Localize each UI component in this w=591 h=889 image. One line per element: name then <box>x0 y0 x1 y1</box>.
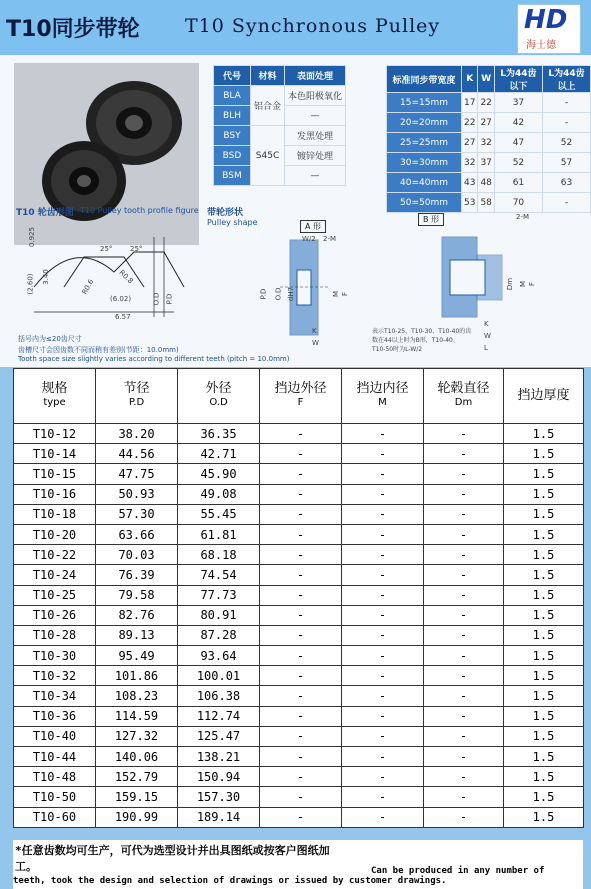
table-cell: 79.58 <box>96 585 178 605</box>
width-cell: 52 <box>494 153 542 173</box>
spec-material: S45C <box>251 126 285 186</box>
header-sub: M <box>378 397 387 408</box>
shape-dim-w: W <box>312 339 319 347</box>
table-cell: 1.5 <box>504 444 584 464</box>
table-cell: 49.08 <box>178 484 260 504</box>
table-cell: - <box>424 807 504 827</box>
table-cell: - <box>260 524 342 544</box>
footer-note <box>13 840 583 889</box>
table-cell: 44.56 <box>96 444 178 464</box>
table-cell: T10-22 <box>14 545 96 565</box>
header-main: 挡边外径 <box>274 381 327 396</box>
shape-b-dim-w: W <box>484 332 491 340</box>
table-cell: T10-40 <box>14 726 96 746</box>
table-cell: 1.5 <box>504 767 584 787</box>
width-cell: 22 <box>478 93 494 113</box>
shape-b-dim-k: K <box>484 320 489 328</box>
table-cell: - <box>342 625 424 645</box>
table-cell: - <box>424 565 504 585</box>
table-cell: T10-25 <box>14 585 96 605</box>
width-cell: 61 <box>494 173 542 193</box>
page-header <box>0 0 591 55</box>
table-cell: 1.5 <box>504 747 584 767</box>
table-cell: - <box>260 706 342 726</box>
table-cell: 1.5 <box>504 605 584 625</box>
table-cell: 1.5 <box>504 686 584 706</box>
width-header: 标准同步带宽度 <box>387 66 462 93</box>
table-cell: 127.32 <box>96 726 178 746</box>
table-cell: 112.74 <box>178 706 260 726</box>
table-cell: 100.01 <box>178 666 260 686</box>
header-sub: P.D <box>128 397 145 408</box>
dim-angle-right: 25° <box>130 245 143 253</box>
table-cell: - <box>260 686 342 706</box>
table-cell: - <box>342 666 424 686</box>
table-cell: - <box>424 504 504 524</box>
table-row <box>14 726 584 746</box>
title-en: T10 Synchronous Pulley <box>185 15 441 37</box>
table-cell: 95.49 <box>96 646 178 666</box>
product-info-panel <box>0 55 591 367</box>
table-row <box>14 747 584 767</box>
width-cell: 58 <box>478 193 494 213</box>
table-cell: - <box>342 605 424 625</box>
shape-b-label: B 形 <box>418 213 444 226</box>
table-row <box>14 545 584 565</box>
table-cell: 55.45 <box>178 504 260 524</box>
table-cell: - <box>424 787 504 807</box>
width-cell: - <box>542 113 590 133</box>
header-main: 挡边内径 <box>356 381 409 396</box>
width-cell: 40=40mm <box>387 173 462 193</box>
size-table-header-cell <box>504 369 584 424</box>
size-table-header-cell <box>260 369 342 424</box>
spec-surface: 本色阳极氧化 <box>285 86 346 106</box>
table-cell: - <box>342 464 424 484</box>
header-main: 节径 <box>123 381 150 396</box>
shape-dim-k: K <box>312 327 317 335</box>
shape-dim-2m: 2-M <box>323 235 337 243</box>
header-sub: F <box>297 397 304 408</box>
table-cell: - <box>260 424 342 444</box>
table-cell: - <box>424 605 504 625</box>
table-cell: 152.79 <box>96 767 178 787</box>
width-cell: 27 <box>478 113 494 133</box>
table-cell: - <box>424 706 504 726</box>
dim-r06: R0.6 <box>80 278 96 296</box>
size-table <box>13 368 584 828</box>
table-cell: T10-18 <box>14 504 96 524</box>
width-cell: 52 <box>542 133 590 153</box>
table-cell: - <box>424 444 504 464</box>
table-row <box>14 444 584 464</box>
width-header: K <box>462 66 478 93</box>
table-cell: 70.03 <box>96 545 178 565</box>
shape-a-label: A 形 <box>300 220 326 233</box>
table-cell: - <box>260 666 342 686</box>
size-table-header-cell <box>178 369 260 424</box>
table-cell: - <box>342 585 424 605</box>
table-cell: 61.81 <box>178 524 260 544</box>
brand-logo <box>517 4 581 54</box>
table-cell: - <box>342 646 424 666</box>
table-cell: 1.5 <box>504 504 584 524</box>
table-cell: 1.5 <box>504 726 584 746</box>
dim-angle-left: 25° <box>100 245 113 253</box>
table-cell: 76.39 <box>96 565 178 585</box>
table-cell: - <box>424 524 504 544</box>
table-cell: - <box>424 585 504 605</box>
table-cell: - <box>424 666 504 686</box>
dim-340: 3.40 <box>41 269 50 285</box>
width-cell: 42 <box>494 113 542 133</box>
table-cell: - <box>424 686 504 706</box>
shape-dim-m: M <box>332 290 341 298</box>
table-cell: T10-34 <box>14 686 96 706</box>
table-cell: 42.71 <box>178 444 260 464</box>
table-cell: - <box>342 767 424 787</box>
table-cell: 101.86 <box>96 666 178 686</box>
width-cell: 37 <box>494 93 542 113</box>
width-header: W <box>478 66 494 93</box>
spec-code: BSM <box>214 166 251 186</box>
table-cell: T10-44 <box>14 747 96 767</box>
table-cell: 1.5 <box>504 464 584 484</box>
table-cell: T10-36 <box>14 706 96 726</box>
header-sub: O.D <box>209 397 228 408</box>
size-table-header-cell <box>96 369 178 424</box>
width-row <box>387 93 591 113</box>
spec-material: 铝合金 <box>251 86 285 126</box>
table-cell: - <box>424 767 504 787</box>
dim-r08: R0.8 <box>117 268 135 286</box>
table-cell: - <box>260 484 342 504</box>
spec-code: BSY <box>214 126 251 146</box>
shape-dim-f: F <box>341 291 350 297</box>
width-cell: 32 <box>462 153 478 173</box>
table-row <box>14 424 584 444</box>
logo-text: 海士德 <box>526 40 556 51</box>
table-cell: - <box>342 545 424 565</box>
width-cell: 20=20mm <box>387 113 462 133</box>
width-cell: 27 <box>462 133 478 153</box>
shape-dim-od: O.D <box>274 287 283 301</box>
tooth-figure-title: T10 轮齿形图 <box>16 208 74 218</box>
table-cell: T10-26 <box>14 605 96 625</box>
note-tooth-space-en: Tooth space size slightly varies according to different teeth (pitch = 10.0mm) <box>18 355 290 363</box>
dim-od: O.D <box>152 292 161 306</box>
width-cell: 30=30mm <box>387 153 462 173</box>
table-row <box>14 666 584 686</box>
table-cell: 68.18 <box>178 545 260 565</box>
table-cell: - <box>342 686 424 706</box>
table-cell: 108.23 <box>96 686 178 706</box>
table-cell: T10-48 <box>14 767 96 787</box>
table-cell: - <box>424 424 504 444</box>
table-cell: 140.06 <box>96 747 178 767</box>
dim-pd: P.D <box>165 293 174 305</box>
table-row <box>14 585 584 605</box>
dim-602: (6.02) <box>110 295 132 303</box>
header-main: 规格 <box>41 381 68 396</box>
header-main: 外径 <box>205 381 232 396</box>
table-cell: 1.5 <box>504 787 584 807</box>
width-cell: 32 <box>478 133 494 153</box>
table-cell: T10-32 <box>14 666 96 686</box>
table-cell: 1.5 <box>504 484 584 504</box>
table-cell: 38.20 <box>96 424 178 444</box>
table-cell: T10-15 <box>14 464 96 484</box>
table-cell: 93.64 <box>178 646 260 666</box>
width-cell: 70 <box>494 193 542 213</box>
table-cell: 125.47 <box>178 726 260 746</box>
table-cell: - <box>424 646 504 666</box>
table-cell: - <box>260 767 342 787</box>
table-cell: - <box>342 444 424 464</box>
table-cell: - <box>342 747 424 767</box>
table-cell: 1.5 <box>504 666 584 686</box>
table-cell: 50.93 <box>96 484 178 504</box>
width-row <box>387 173 591 193</box>
width-row <box>387 113 591 133</box>
table-cell: 1.5 <box>504 565 584 585</box>
table-cell: - <box>342 424 424 444</box>
size-table-wrap <box>13 368 583 828</box>
table-cell: - <box>260 585 342 605</box>
width-cell: 57 <box>542 153 590 173</box>
table-cell: - <box>424 545 504 565</box>
table-cell: 1.5 <box>504 424 584 444</box>
table-cell: 63.66 <box>96 524 178 544</box>
width-row <box>387 193 591 213</box>
shape-b-dim-m: M <box>519 280 528 288</box>
spec-surface: 发黑处理 <box>285 126 346 146</box>
table-cell: - <box>424 726 504 746</box>
shape-dim-pd: P.D <box>259 288 268 300</box>
table-cell: 1.5 <box>504 524 584 544</box>
spec-code: BLH <box>214 106 251 126</box>
table-cell: 159.15 <box>96 787 178 807</box>
table-cell: 150.94 <box>178 767 260 787</box>
shape-b-dim-f: F <box>528 281 537 287</box>
table-row <box>14 706 584 726</box>
footer-line3: teeth, took the design and selection of drawings or issued by customer drawings. <box>13 876 447 886</box>
header-sub: Dm <box>454 397 473 408</box>
table-cell: 74.54 <box>178 565 260 585</box>
table-cell: 57.30 <box>96 504 178 524</box>
table-row <box>14 464 584 484</box>
table-cell: 1.5 <box>504 625 584 645</box>
note-tooth-space: 齿槽尺寸会因齿数不同而稍有差别(节距：10.0mm) <box>18 346 179 354</box>
shape-figure-title-en: Pulley shape <box>207 218 258 227</box>
dim-657: 6.57 <box>115 313 131 321</box>
table-row <box>14 807 584 827</box>
table-cell: 1.5 <box>504 646 584 666</box>
width-cell: 25=25mm <box>387 133 462 153</box>
table-cell: 36.35 <box>178 424 260 444</box>
tooth-figure-title-en: T10 Pulley tooth profile figure <box>80 206 199 215</box>
width-row <box>387 153 591 173</box>
spec-header-material: 材料 <box>251 66 285 86</box>
width-cell: 53 <box>462 193 478 213</box>
width-cell: 48 <box>478 173 494 193</box>
dim-0925: 0.925 <box>28 226 37 248</box>
table-row <box>14 565 584 585</box>
width-header: L为44齿以下 <box>494 66 542 93</box>
table-row <box>14 484 584 504</box>
width-cell: 37 <box>478 153 494 173</box>
footer-line3-wrap <box>13 866 583 886</box>
table-cell: - <box>342 484 424 504</box>
table-cell: T10-14 <box>14 444 96 464</box>
table-cell: - <box>260 807 342 827</box>
table-cell: T10-16 <box>14 484 96 504</box>
logo-mark: HD <box>524 5 568 35</box>
table-row <box>14 504 584 524</box>
shape-b-note: 表示T10-25、T10-30、T10-40的齿数在44以上时为B形，T10-40、T10-50时为L-W/2 <box>372 328 472 353</box>
title-cn: T10同步带轮 <box>6 17 140 42</box>
table-cell: - <box>260 464 342 484</box>
footer-line2: 工。 <box>15 860 37 873</box>
table-cell: - <box>260 545 342 565</box>
table-cell: - <box>260 625 342 645</box>
table-cell: 138.21 <box>178 747 260 767</box>
size-table-header-cell <box>424 369 504 424</box>
table-cell: 1.5 <box>504 807 584 827</box>
table-cell: 82.76 <box>96 605 178 625</box>
width-cell: - <box>542 193 590 213</box>
footer-line1: *任意齿数均可生产，可代为选型设计并出具图纸或按客户图纸加 <box>15 844 330 857</box>
table-cell: 1.5 <box>504 585 584 605</box>
size-table-header <box>14 369 584 424</box>
table-row <box>14 605 584 625</box>
size-table-body <box>14 424 584 828</box>
header-main: 挡边厚度 <box>517 388 570 403</box>
table-cell: - <box>260 565 342 585</box>
table-cell: 157.30 <box>178 787 260 807</box>
size-table-header-cell <box>342 369 424 424</box>
table-cell: T10-20 <box>14 524 96 544</box>
table-cell: - <box>342 726 424 746</box>
table-cell: - <box>342 787 424 807</box>
table-cell: 189.14 <box>178 807 260 827</box>
table-cell: 106.38 <box>178 686 260 706</box>
spec-surface: 镀锌处理 <box>285 146 346 166</box>
table-cell: - <box>424 464 504 484</box>
size-table-header-cell <box>14 369 96 424</box>
table-cell: 45.90 <box>178 464 260 484</box>
note-bracket: 括号内为≤20齿尺寸 <box>18 335 82 343</box>
table-cell: T10-30 <box>14 646 96 666</box>
width-cell: 43 <box>462 173 478 193</box>
shape-b-dim-2m: 2-M <box>516 213 530 221</box>
table-row <box>14 625 584 645</box>
spec-code: BSD <box>214 146 251 166</box>
table-cell: 77.73 <box>178 585 260 605</box>
table-row <box>14 787 584 807</box>
shape-b-dim-l: L <box>484 344 488 352</box>
table-cell: 114.59 <box>96 706 178 726</box>
table-cell: T10-50 <box>14 787 96 807</box>
table-cell: - <box>260 646 342 666</box>
table-cell: - <box>342 807 424 827</box>
table-cell: T10-24 <box>14 565 96 585</box>
spec-header-code: 代号 <box>214 66 251 86</box>
header-main: 轮毂直径 <box>437 381 490 396</box>
table-cell: - <box>342 504 424 524</box>
width-cell: 15=15mm <box>387 93 462 113</box>
table-cell: - <box>260 444 342 464</box>
table-row <box>14 646 584 666</box>
width-header: L为44齿以上 <box>542 66 590 93</box>
width-spec-table <box>386 65 591 213</box>
shape-figure-title: 带轮形状 <box>207 208 244 218</box>
table-cell: T10-60 <box>14 807 96 827</box>
table-cell: - <box>260 787 342 807</box>
table-cell: - <box>342 524 424 544</box>
table-row <box>14 524 584 544</box>
table-cell: T10-12 <box>14 424 96 444</box>
table-cell: - <box>342 565 424 585</box>
table-cell: 80.91 <box>178 605 260 625</box>
table-row <box>14 686 584 706</box>
width-cell: 50=50mm <box>387 193 462 213</box>
width-cell: 17 <box>462 93 478 113</box>
table-cell: 87.28 <box>178 625 260 645</box>
width-cell: 63 <box>542 173 590 193</box>
spec-surface: — <box>285 166 346 186</box>
table-row <box>14 767 584 787</box>
dim-260: (2.60) <box>26 273 35 295</box>
width-cell: 47 <box>494 133 542 153</box>
shape-dim-w2: W/2 <box>302 235 316 243</box>
material-spec-table <box>213 65 346 186</box>
table-cell: 190.99 <box>96 807 178 827</box>
table-cell: - <box>342 706 424 726</box>
spec-code: BLA <box>214 86 251 106</box>
table-cell: 1.5 <box>504 706 584 726</box>
spec-header-surface: 表面处理 <box>285 66 346 86</box>
header-sub: type <box>43 397 66 408</box>
table-cell: 47.75 <box>96 464 178 484</box>
width-cell: 22 <box>462 113 478 133</box>
table-cell: - <box>424 625 504 645</box>
shape-dim-dh7: dH7 <box>287 286 296 302</box>
table-cell: - <box>260 747 342 767</box>
table-cell: - <box>260 726 342 746</box>
table-cell: 89.13 <box>96 625 178 645</box>
table-cell: - <box>260 504 342 524</box>
width-row <box>387 133 591 153</box>
table-cell: T10-28 <box>14 625 96 645</box>
width-cell: - <box>542 93 590 113</box>
footer-line3-right: Can be produced in any number of <box>371 866 545 876</box>
table-cell: - <box>260 605 342 625</box>
table-cell: 1.5 <box>504 545 584 565</box>
shape-b-dim-dm: Dm <box>506 277 515 291</box>
table-cell: - <box>424 747 504 767</box>
spec-surface: — <box>285 106 346 126</box>
table-cell: - <box>424 484 504 504</box>
